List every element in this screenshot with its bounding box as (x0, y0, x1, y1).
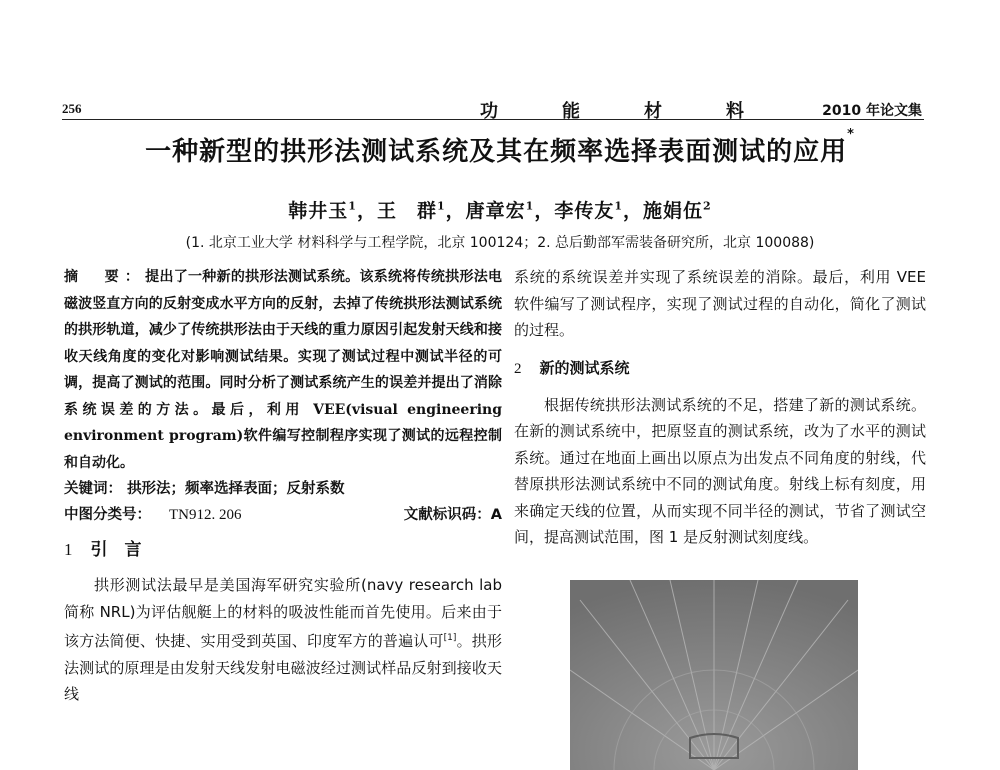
issue-label: 2010 年论文集 (822, 103, 922, 119)
journal-name (480, 97, 808, 123)
abstract-text: 提出了一种新的拱形法测试系统。该系统将传统拱形法电磁波竖直方向的反射变成水平方向的反射，去掉了传统拱形法测试系统的拱形轨道，减少了传统拱形法由于天线的重力原因引起发射天线和接收天线角度的变化对影响测试结果。实现了测试过程中测试半径的可调，提高了测试的范围。同时分析了测试系统产生的误差并提出了消除系统误差的方法。最后，利用 VEE(visual engineering environment program)软件编写控制程序实现了测试的远程控制和自动化。 (64, 269, 503, 471)
author-separator: ， (623, 200, 644, 222)
clc-label: 中图分类号： (64, 507, 151, 523)
journal-name-char: 功 (480, 101, 498, 122)
author-name: 韩井玉 (288, 200, 349, 222)
paper-title (0, 127, 1000, 168)
section-title: 引 言 (90, 540, 142, 560)
page-number: 256 (62, 101, 82, 116)
section-number: 2 (514, 360, 522, 377)
author-affiliation-mark: 2 (703, 199, 712, 213)
author-name: 王 群 (376, 200, 437, 222)
author-affiliation-mark: 1 (525, 199, 535, 213)
author-name: 李传友 (554, 200, 615, 222)
abstract (64, 264, 502, 476)
section-title: 新的测试系统 (539, 358, 630, 377)
section-heading-introduction (64, 536, 502, 564)
author-separator: ， (445, 200, 466, 222)
abstract-continuation-paragraph: 系统的系统误差并实现了系统误差的消除。最后，利用 VEE 软件编写了测试程序，实现了测试过程的自动化，简化了测试的过程。 (514, 268, 926, 339)
abstract-label: 摘 要： (64, 269, 146, 285)
section-heading-new-system (514, 354, 926, 382)
running-header (62, 97, 924, 120)
journal-name-char: 材 (644, 101, 662, 122)
journal-name-char: 能 (562, 101, 580, 122)
author-name: 唐章宏 (465, 200, 526, 222)
author-affiliation-mark: 1 (614, 199, 624, 213)
classification-line (64, 502, 502, 528)
title-footnote-mark: * (847, 127, 855, 142)
introduction-text-cont: 。拱形法测试的原理是由发射天线发射电磁波经过测试样品反射到接收天线 (64, 632, 502, 703)
paper-title-text: 一种新型的拱形法测试系统及其在频率选择表面测试的应用 (145, 137, 848, 167)
document-code: 文献标识码：A (403, 507, 502, 523)
journal-name-char: 料 (726, 101, 744, 122)
left-column (64, 264, 502, 708)
author-separator: ， (356, 200, 377, 222)
keywords-text: 拱形法；频率选择表面；反射系数 (127, 481, 345, 497)
clc-code: TN912. 206 (169, 507, 242, 523)
author-affiliation-mark: 1 (436, 199, 446, 213)
author-affiliation-mark: 1 (348, 199, 357, 213)
author-list (0, 196, 1000, 223)
citation-ref: [1] (443, 633, 457, 643)
author-name: 施娟伍 (643, 200, 704, 222)
introduction-text: 拱形测试法最早是美国海军研究实验所(navy research lab 简称 NRL)为评估舰艇上的材料的吸波性能而首先使用。后来由于该方法简便、快捷、实用受到英国、印度军方的普遍认可 (64, 576, 502, 650)
keywords-line (64, 476, 502, 502)
keywords-label: 关键词： (64, 481, 122, 497)
introduction-paragraph (64, 572, 502, 708)
affiliation: (1. 北京工业大学 材料科学与工程学院，北京 100124；2. 总后勤部军需装备研究所，北京 100088) (185, 235, 815, 251)
new-system-paragraph: 根据传统拱形法测试系统的不足，搭建了新的测试系统。在新的测试系统中，把原竖直的测试系统，改为了水平的测试系统。通过在地面上画出以原点为出发点不同角度的射线，代替原拱形法测试系统中不同的测试角度。射线上标有刻度，用来确定天线的位置，从而实现不同半径的测试，节省了测试空间，提高测试范围，图 1 是反射测试刻度线。 (514, 395, 926, 546)
right-column (514, 264, 926, 551)
figure-reflection-scale-photo (570, 580, 858, 770)
scale-lines-photo (570, 580, 858, 770)
author-separator: ， (534, 200, 555, 222)
section-number: 1 (64, 540, 73, 559)
